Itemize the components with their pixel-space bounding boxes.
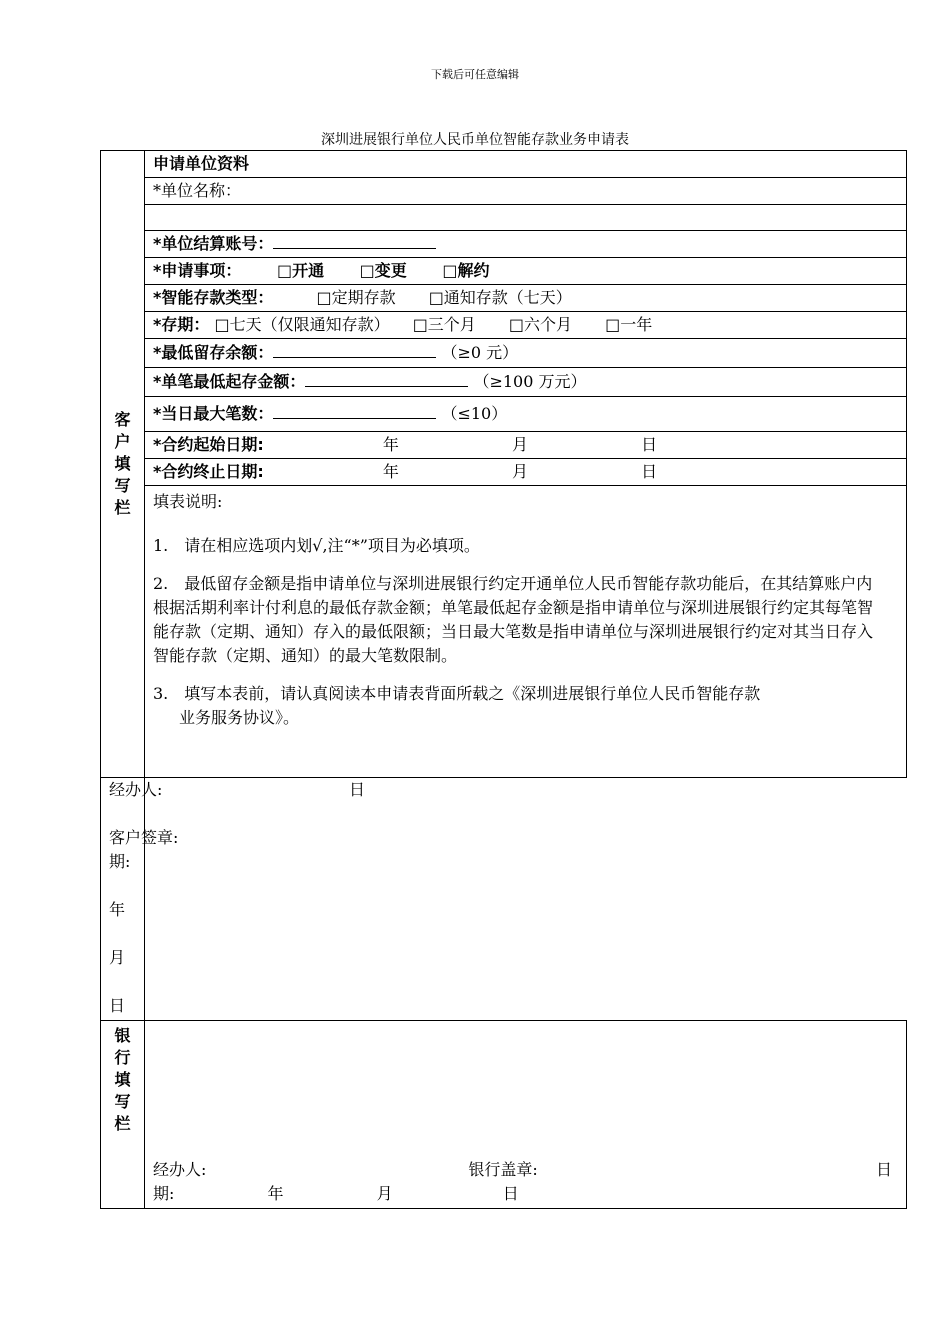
end-date-day: 日 bbox=[641, 462, 658, 481]
customer-date-year: 年 bbox=[109, 900, 126, 919]
deposit-type-row bbox=[145, 285, 907, 312]
bank-section-text: 银行填写栏 bbox=[114, 1026, 131, 1133]
customer-date-char-2: 期: bbox=[109, 852, 131, 871]
instructions-block bbox=[145, 486, 907, 778]
option-notice-deposit[interactable]: □通知存款（七天） bbox=[428, 288, 572, 307]
bank-handler-label: 经办人: bbox=[153, 1160, 207, 1179]
start-date-label: *合约起始日期: bbox=[153, 435, 264, 454]
application-item-row bbox=[145, 258, 907, 285]
bank-section-label bbox=[101, 1021, 145, 1209]
min-single-field[interactable] bbox=[305, 371, 468, 387]
start-date-month: 月 bbox=[511, 435, 528, 454]
min-single-row bbox=[145, 368, 907, 397]
account-no-label: *单位结算账号： bbox=[153, 234, 274, 253]
option-change[interactable]: □变更 bbox=[359, 261, 407, 280]
customer-signature-block[interactable] bbox=[101, 778, 366, 1021]
customer-handler-label: 经办人: bbox=[109, 780, 163, 799]
bank-seal-label: 银行盖章: bbox=[468, 1160, 538, 1179]
unit-name-label: *单位名称： bbox=[153, 181, 242, 200]
option-3months[interactable]: □三个月 bbox=[412, 315, 476, 334]
bank-date-day: 日 bbox=[502, 1184, 519, 1203]
instruction-3a: 3. 填写本表前，请认真阅读本申请表背面所载之《深圳进展银行单位人民币智能存款 bbox=[153, 684, 761, 703]
customer-date-month: 月 bbox=[109, 948, 126, 967]
application-form-table bbox=[100, 150, 907, 1209]
min-balance-note: （≥0 元） bbox=[441, 343, 519, 362]
deposit-type-label: *智能存款类型： bbox=[153, 288, 274, 307]
end-date-month: 月 bbox=[511, 462, 528, 481]
instruction-1: 1. 请在相应选项内划√,注“*”项目为必填项。 bbox=[153, 536, 480, 555]
term-label: *存期： bbox=[153, 315, 210, 334]
bank-date-char-2: 期: bbox=[153, 1184, 175, 1203]
customer-date-day: 日 bbox=[109, 996, 126, 1015]
customer-date-char-1: 日 bbox=[349, 780, 366, 799]
max-daily-field[interactable] bbox=[273, 403, 436, 419]
option-1year[interactable]: □一年 bbox=[605, 315, 653, 334]
min-single-label: *单笔最低起存金额： bbox=[153, 372, 306, 391]
min-balance-label: *最低留存余额： bbox=[153, 343, 274, 362]
bank-date-year: 年 bbox=[267, 1184, 284, 1203]
application-item-label: *申请事项： bbox=[153, 261, 242, 280]
max-daily-note: （≤10） bbox=[441, 404, 508, 423]
unit-name-blank-row[interactable] bbox=[145, 205, 907, 231]
header-note: 下载后可任意编辑 bbox=[431, 68, 519, 81]
option-fixed-deposit[interactable]: □定期存款 bbox=[316, 288, 396, 307]
instruction-3b: 业务服务协议》。 bbox=[179, 708, 300, 727]
end-date-row[interactable] bbox=[145, 459, 907, 486]
form-title: 深圳进展银行单位人民币单位智能存款业务申请表 bbox=[321, 132, 629, 148]
customer-section-label bbox=[101, 151, 145, 778]
max-daily-label: *当日最大笔数： bbox=[153, 404, 274, 423]
instructions-heading: 填表说明: bbox=[153, 492, 223, 511]
start-date-day: 日 bbox=[641, 435, 658, 454]
instruction-2: 2. 最低留存金额是指申请单位与深圳进展银行约定开通单位人民币智能存款功能后，在其结算账户内根据活期利率计付利息的最低存款金额；单笔最低起存金额是指申请单位与深圳进展银行约定其每笔智能存款（定期、通知）存入的最低限额；当日最大笔数是指申请单位与深圳进展银行约定对其当日存入智能存款（定期、通知）的最大笔数限制。 bbox=[153, 574, 874, 665]
max-daily-row bbox=[145, 397, 907, 432]
min-balance-field[interactable] bbox=[273, 342, 436, 358]
min-balance-row bbox=[145, 339, 907, 368]
bank-date-month: 月 bbox=[376, 1184, 393, 1203]
option-open[interactable]: □开通 bbox=[276, 261, 325, 280]
customer-seal-label: 客户签章: bbox=[109, 828, 179, 847]
min-single-note: （≥100 万元） bbox=[473, 372, 587, 391]
option-6months[interactable]: □六个月 bbox=[508, 315, 573, 334]
start-date-row[interactable] bbox=[145, 432, 907, 459]
unit-name-row[interactable] bbox=[145, 178, 907, 205]
option-7days[interactable]: □七天（仅限通知存款） bbox=[214, 315, 390, 334]
bank-signature-block[interactable] bbox=[145, 1021, 907, 1209]
end-date-year: 年 bbox=[382, 462, 399, 481]
term-row bbox=[145, 312, 907, 339]
end-date-label: *合约终止日期: bbox=[153, 462, 264, 481]
account-no-row[interactable] bbox=[145, 231, 907, 258]
applicant-info-heading: 申请单位资料 bbox=[145, 151, 907, 178]
account-no-field[interactable] bbox=[273, 233, 436, 249]
bank-date-char-1: 日 bbox=[875, 1160, 892, 1179]
customer-section-text: 客户填写栏 bbox=[114, 410, 131, 517]
option-cancel[interactable]: □解约 bbox=[442, 261, 490, 280]
start-date-year: 年 bbox=[382, 435, 399, 454]
